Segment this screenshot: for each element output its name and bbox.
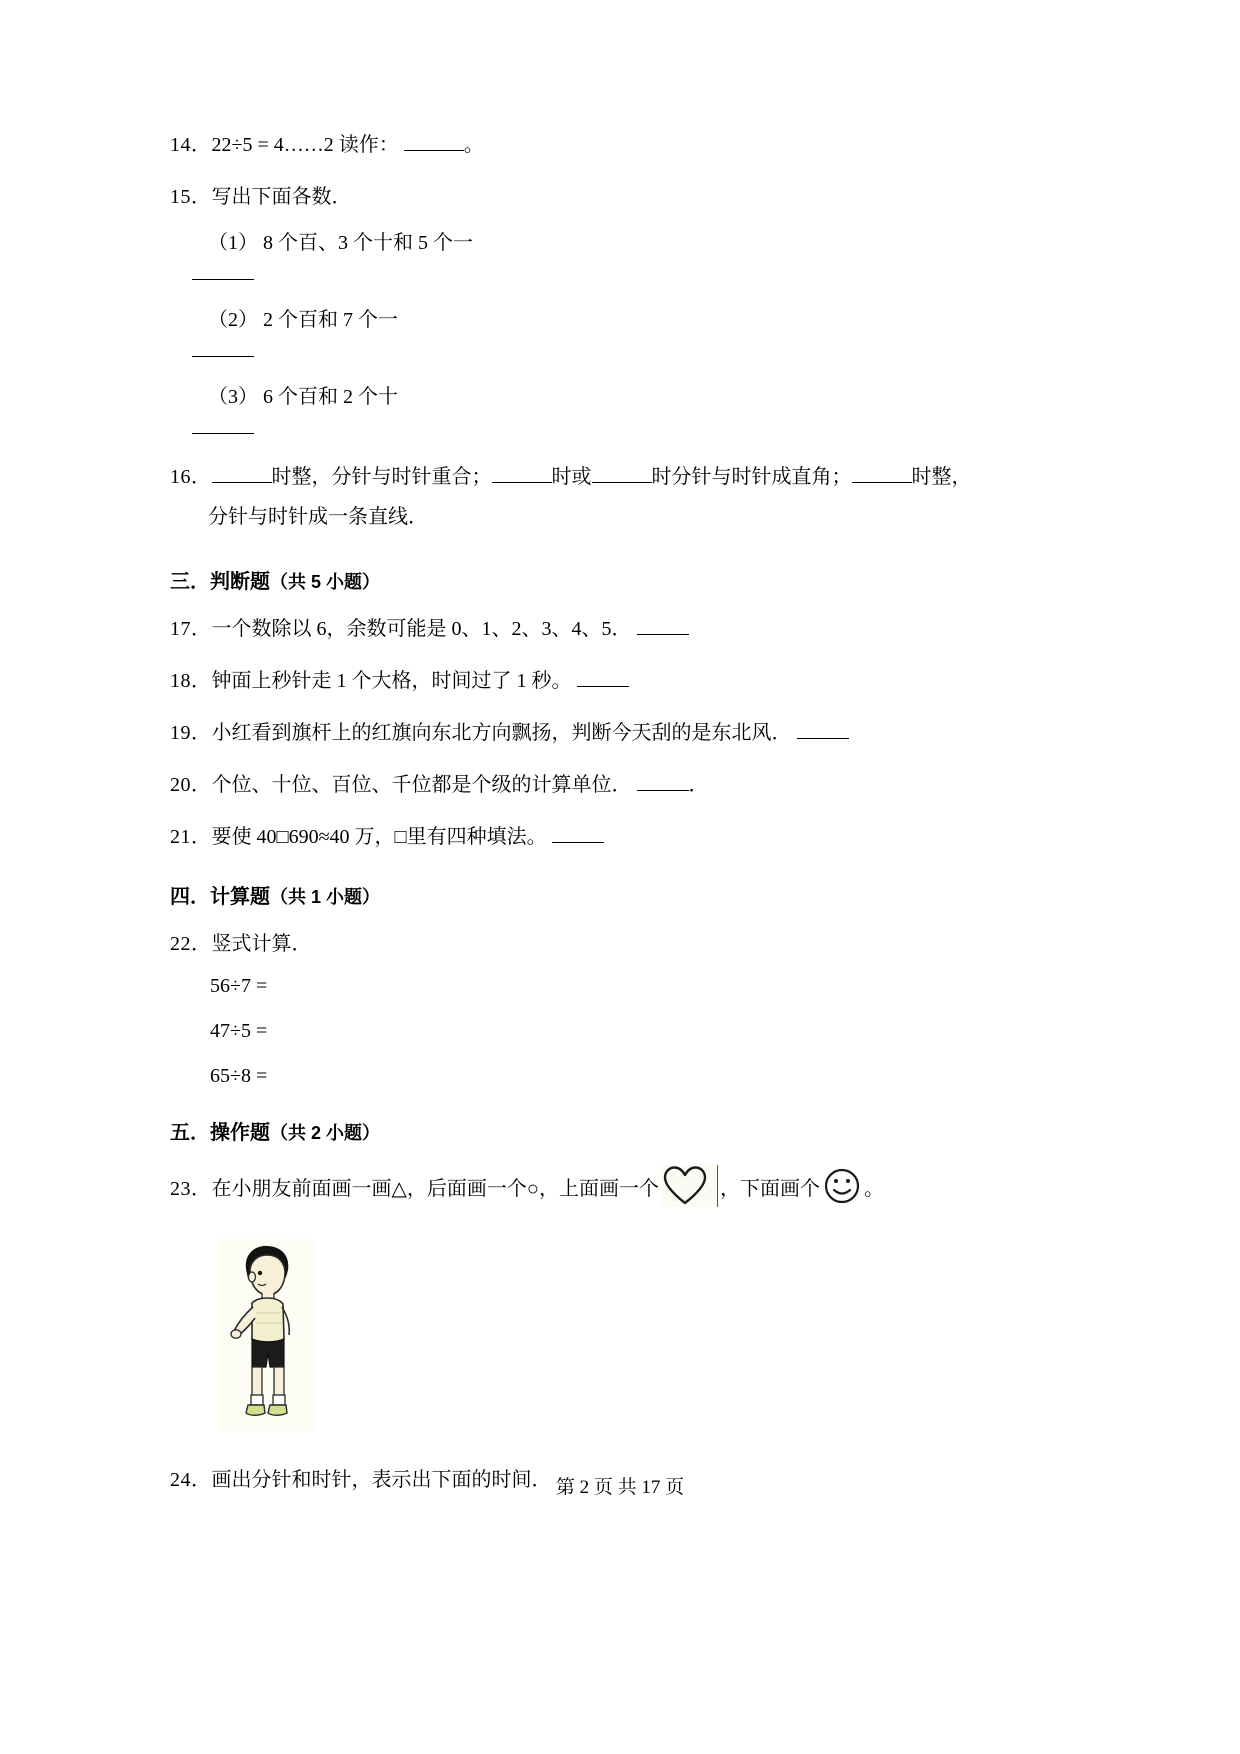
question-16-blank-4[interactable] bbox=[852, 462, 912, 483]
question-22-calc-2: 47÷5 = bbox=[210, 1020, 268, 1042]
question-16-blank-1[interactable] bbox=[212, 462, 272, 483]
question-15-answer-2 bbox=[170, 340, 1070, 362]
question-15-item-3 bbox=[170, 380, 1070, 409]
heart-icon-svg bbox=[661, 1165, 709, 1207]
question-20-blank[interactable] bbox=[637, 770, 689, 791]
question-15-answer-1 bbox=[170, 263, 1070, 285]
question-14 bbox=[170, 130, 1070, 160]
question-15-item-1 bbox=[170, 226, 1070, 255]
question-15-blank-2[interactable] bbox=[192, 340, 254, 357]
question-17-blank[interactable] bbox=[637, 614, 689, 635]
section-heading-4 bbox=[170, 880, 1070, 909]
question-22-calc-3: 65÷8 = bbox=[210, 1065, 268, 1087]
question-16 bbox=[170, 457, 1070, 537]
question-23-number: 23． bbox=[170, 1177, 212, 1200]
section-heading-3 bbox=[170, 565, 1070, 594]
question-14-number: 14． bbox=[170, 134, 212, 156]
question-21-blank[interactable] bbox=[552, 822, 604, 843]
question-16-part2: 时或 bbox=[551, 466, 592, 488]
section-3-label: 三．判断题 bbox=[170, 571, 270, 593]
question-24-number: 24． bbox=[170, 1469, 212, 1491]
question-14-text: 22÷5 = 4……2 读作： bbox=[211, 134, 399, 156]
question-15-item-2-text: 2 个百和 7 个一 bbox=[263, 309, 398, 331]
question-15-item-3-label: （3） bbox=[208, 386, 258, 408]
question-24-text: 画出分针和时针，表示出下面的时间． bbox=[211, 1469, 552, 1491]
question-23-part1: 在小朋友前面画一画△，后面画一个○，上面画一个 bbox=[211, 1177, 659, 1200]
section-4-count: （共 1 小题） bbox=[270, 887, 381, 907]
question-15-item-1-text: 8 个百、3 个十和 5 个一 bbox=[263, 232, 473, 254]
question-16-part3: 时分针与时针成直角； bbox=[651, 466, 852, 488]
section-5-label: 五．操作题 bbox=[170, 1122, 270, 1144]
section-5-count: （共 2 小题） bbox=[270, 1123, 381, 1143]
question-23 bbox=[170, 1165, 1070, 1207]
page-content bbox=[170, 130, 1070, 1517]
question-21 bbox=[170, 822, 1070, 852]
question-22-stem: 竖式计算． bbox=[211, 933, 312, 955]
heart-icon bbox=[661, 1165, 718, 1207]
question-20-text: 个位、十位、百位、千位都是个级的计算单位． bbox=[211, 774, 632, 796]
question-18-number: 18． bbox=[170, 670, 212, 692]
question-16-part4: 时整， bbox=[911, 466, 972, 488]
question-19 bbox=[170, 718, 1070, 748]
smiley-face-icon-svg bbox=[822, 1166, 862, 1206]
question-16-blank-2[interactable] bbox=[492, 462, 552, 483]
question-16-line2: 分针与时针成一条直线． bbox=[208, 506, 428, 528]
question-16-part1: 时整，分针与时针重合； bbox=[271, 466, 492, 488]
question-16-blank-3[interactable] bbox=[592, 462, 652, 483]
question-14-suffix: 。 bbox=[463, 134, 484, 156]
boy-drawing-svg bbox=[212, 1235, 322, 1435]
question-15-number: 15． bbox=[170, 186, 212, 208]
question-19-number: 19． bbox=[170, 722, 212, 744]
question-17 bbox=[170, 614, 1070, 644]
section-4-label: 四．计算题 bbox=[170, 886, 270, 908]
question-17-text: 一个数除以 6，余数可能是 0、1、2、3、4、5． bbox=[211, 618, 632, 640]
question-19-text: 小红看到旗杆上的红旗向东北方向飘扬，判断今天刮的是东北风． bbox=[211, 722, 792, 744]
question-15-blank-3[interactable] bbox=[192, 417, 254, 434]
question-17-number: 17． bbox=[170, 618, 212, 640]
question-20 bbox=[170, 770, 1070, 800]
question-23-part3: 。 bbox=[863, 1177, 884, 1200]
question-18-blank[interactable] bbox=[577, 666, 629, 687]
question-19-blank[interactable] bbox=[797, 718, 849, 739]
question-20-number: 20． bbox=[170, 774, 212, 796]
question-15-item-2 bbox=[170, 303, 1070, 332]
page-footer-text: 第 2 页 共 17 页 bbox=[555, 1477, 685, 1498]
question-16-number: 16． bbox=[170, 466, 212, 488]
question-23-part2: ，下面画个 bbox=[719, 1177, 820, 1200]
question-22-calc-1: 56÷7 = bbox=[210, 975, 268, 997]
question-15-blank-1[interactable] bbox=[192, 263, 254, 280]
question-15-answer-3 bbox=[170, 417, 1070, 439]
question-15-item-2-label: （2） bbox=[208, 309, 258, 331]
question-20-suffix: ． bbox=[688, 774, 709, 796]
smiley-face-icon bbox=[822, 1166, 862, 1206]
question-18 bbox=[170, 666, 1070, 696]
question-21-text: 要使 40□690≈40 万，□里有四种填法。 bbox=[211, 826, 547, 848]
section-heading-5 bbox=[170, 1116, 1070, 1145]
question-14-blank[interactable] bbox=[404, 130, 464, 151]
question-15 bbox=[170, 182, 1070, 212]
question-22 bbox=[170, 929, 1070, 959]
boy-drawing bbox=[212, 1235, 322, 1435]
section-3-count: （共 5 小题） bbox=[270, 572, 381, 592]
question-18-text: 钟面上秒针走 1 个大格，时间过了 1 秒。 bbox=[211, 670, 572, 692]
page-footer bbox=[0, 1472, 1240, 1499]
question-22-number: 22． bbox=[170, 933, 212, 955]
question-15-stem: 写出下面各数． bbox=[211, 186, 352, 208]
question-15-item-3-text: 6 个百和 2 个十 bbox=[263, 386, 398, 408]
question-15-item-1-label: （1） bbox=[208, 232, 258, 254]
question-21-number: 21． bbox=[170, 826, 212, 848]
